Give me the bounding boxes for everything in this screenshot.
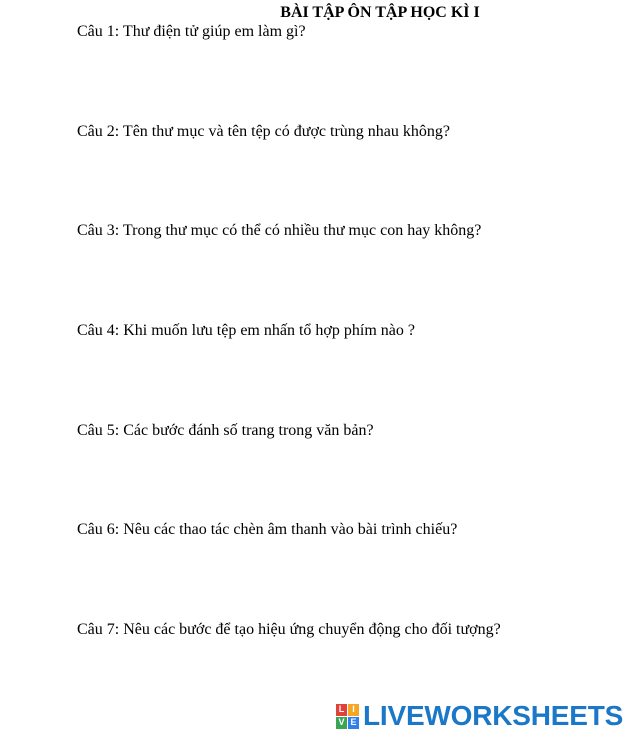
question-7: Câu 7: Nêu các bước để tạo hiệu ứng chuyển động cho đối tượng? <box>77 621 501 638</box>
question-4: Câu 4: Khi muốn lưu tệp em nhấn tổ hợp phím nào ? <box>77 322 415 339</box>
logo-letter-l: L <box>336 704 347 716</box>
page-title: BÀI TẬP ÔN TẬP HỌC KÌ I <box>280 4 480 21</box>
question-5: Câu 5: Các bước đánh số trang trong văn bản? <box>77 422 374 439</box>
logo-letter-v: V <box>336 717 347 729</box>
question-2: Câu 2: Tên thư mục và tên tệp có được trùng nhau không? <box>77 123 450 140</box>
question-6: Câu 6: Nêu các thao tác chèn âm thanh vào bài trình chiếu? <box>77 521 458 538</box>
liveworksheets-logo <box>336 701 623 731</box>
logo-letter-i: I <box>348 704 359 716</box>
question-1: Câu 1: Thư điện tử giúp em làm gì? <box>77 23 306 40</box>
logo-wordmark: LIVEWORKSHEETS <box>363 700 624 731</box>
live-logo-icon <box>336 704 359 729</box>
question-3: Câu 3: Trong thư mục có thể có nhiều thư mục con hay không? <box>77 222 482 239</box>
logo-letter-e: E <box>348 717 359 729</box>
